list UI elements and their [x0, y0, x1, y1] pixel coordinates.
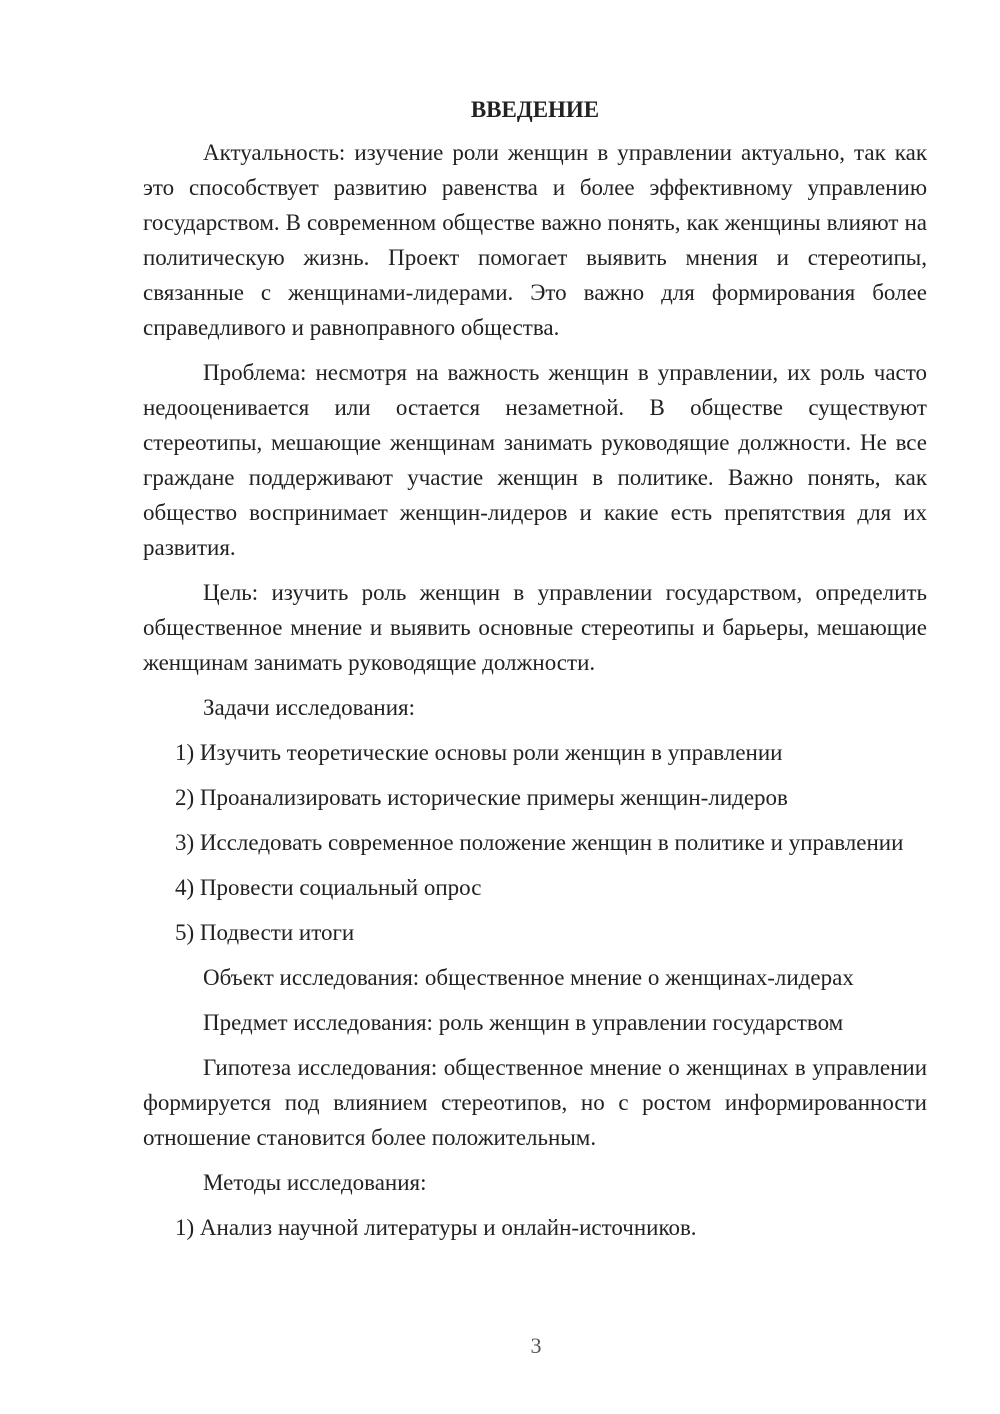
hypothesis-paragraph: Гипотеза исследования: общественное мнение о женщинах в управлении формируется под влиянием стереотипов, но с ростом информированности отношение становится более положительным.	[143, 1055, 927, 1150]
task-item-5: 5) Подвести итоги	[175, 920, 355, 945]
problem-paragraph: Проблема: несмотря на важность женщин в управлении, их роль часто недооценивается или остается незаметной. В обществе существуют стереотипы, мешающие женщинам занимать руководящие должности. Не все граждане поддерживают участие женщин в политике. Важно понять, как общество воспринимает женщин-лидеров и какие есть препятствия для их развития.	[143, 360, 927, 560]
methods-heading: Методы исследования:	[203, 1170, 427, 1195]
page-title: ВВЕДЕНИЕ	[470, 97, 600, 122]
task-item-2: 2) Проанализировать исторические примеры женщин-лидеров	[175, 785, 788, 810]
task-item-3: 3) Исследовать современное положение женщин в политике и управлении	[175, 830, 904, 855]
tasks-heading: Задачи исследования:	[203, 695, 416, 720]
research-object: Объект исследования: общественное мнение о женщинах-лидерах	[203, 965, 854, 990]
research-subject: Предмет исследования: роль женщин в управлении государством	[203, 1010, 844, 1035]
relevance-paragraph: Актуальность: изучение роли женщин в управлении актуально, так как это способствует развитию равенства и более эффективному управлению государством. В современном обществе важно понять, как женщины влияют на политическую жизнь. Проект помогает выявить мнения и стереотипы, связанные с женщинами-лидерами. Это важно для формирования более справедливого и равноправного общества.	[143, 140, 927, 340]
method-item-1: 1) Анализ научной литературы и онлайн-источников.	[175, 1215, 697, 1240]
page-content	[143, 95, 927, 1255]
task-item-1: 1) Изучить теоретические основы роли женщин в управлении	[175, 740, 783, 765]
goal-paragraph: Цель: изучить роль женщин в управлении государством, определить общественное мнение и выявить основные стереотипы и барьеры, мешающие женщинам занимать руководящие должности.	[143, 580, 927, 675]
page-number: 3	[530, 1333, 542, 1358]
task-item-4: 4) Провести социальный опрос	[175, 875, 482, 900]
